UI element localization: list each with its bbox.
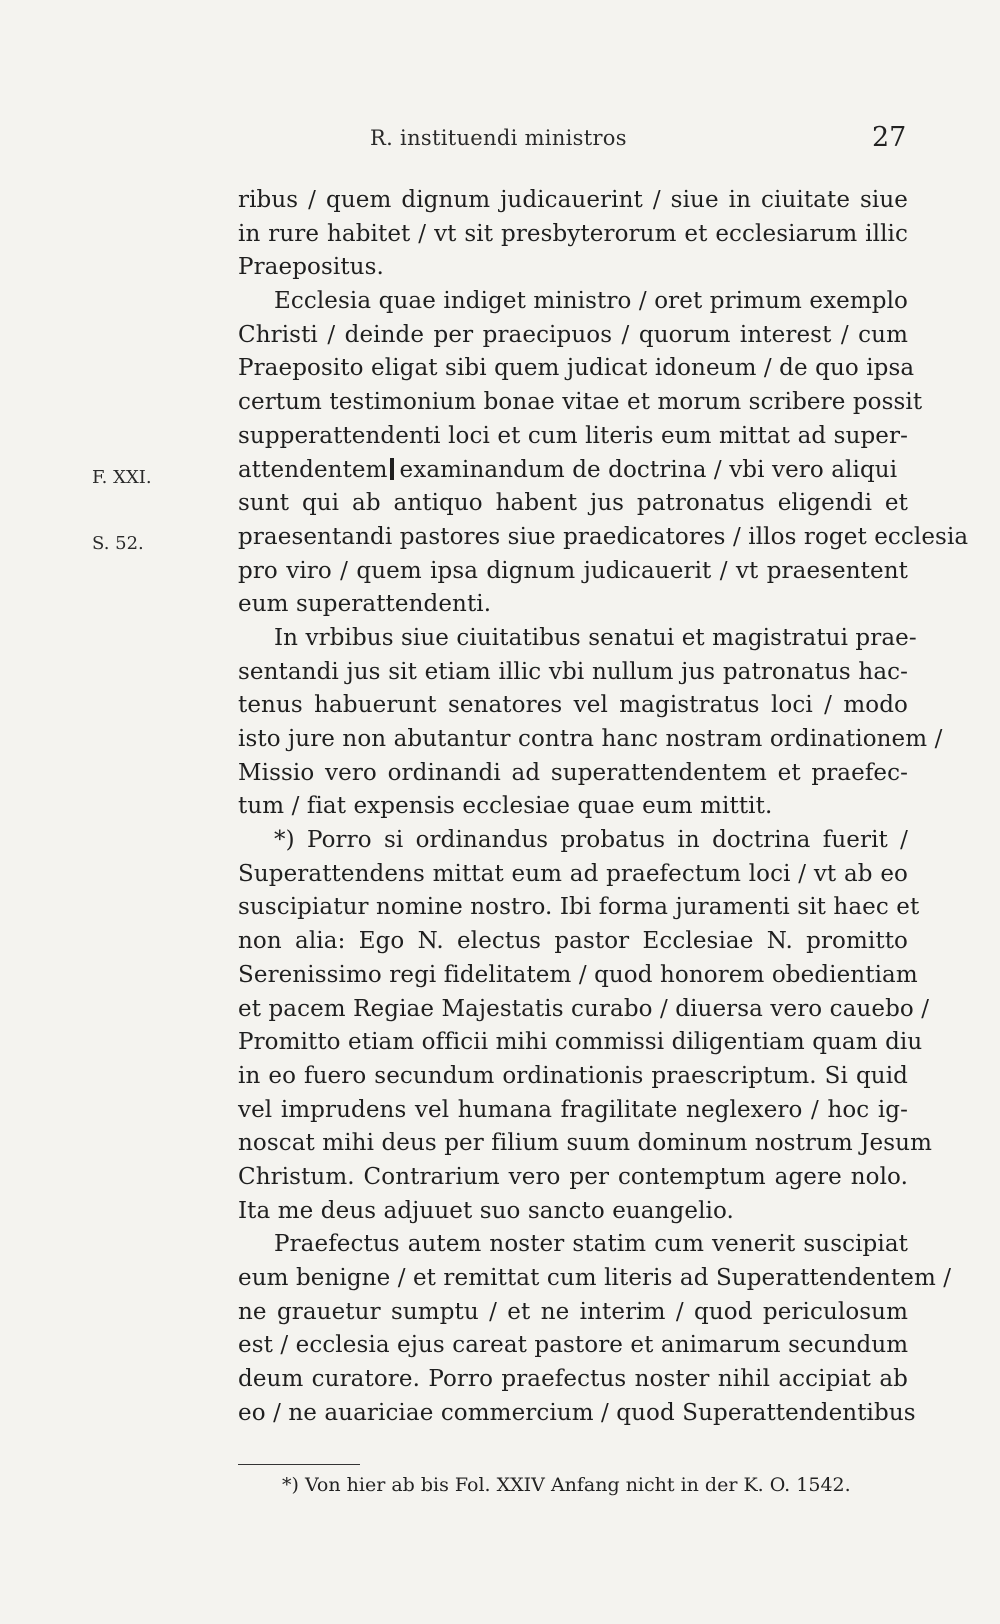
text-line: suscipiatur nomine nostro. Ibi forma juramenti sit haec et [238,894,920,921]
footnote-divider [238,1464,360,1465]
text-line: Superattendens mittat eum ad praefectum loci / vt ab eo [238,860,908,887]
text-line: in rure habitet / vt sit presbyterorum et ecclesiarum illic [238,220,908,247]
text-line-with-folio-mark [238,454,908,488]
text-fragment: examinandum de doctrina / vbi vero aliqui [399,456,898,483]
page-number: 27 [872,122,907,153]
text-line: tum / fiat expensis ecclesiae quae eum mittit. [238,793,773,820]
text-line: et pacem Regiae Majestatis curabo / diuersa vero cauebo / [238,995,930,1022]
text-line: tenus habuerunt senatores vel magistratus loci / modo [238,692,908,719]
text-line: Serenissimo regi fidelitatem / quod honorem obedientiam [238,961,918,988]
text-line: certum testimonium bonae vitae et morum scribere possit [238,389,923,416]
text-line: *) Porro si ordinandus probatus in doctrina fuerit / [274,827,908,854]
footnote: *) Von hier ab bis Fol. XXIV Anfang nicht in der K. O. 1542. [282,1474,851,1496]
margin-note-folio: F. XXI. [92,467,152,488]
text-line: Praepositus. [238,254,384,281]
text-line: Christum. Contrarium vero per contemptum agere nolo. [238,1163,908,1190]
text-line: ribus / quem dignum judicauerint / siue in ciuitate siue [238,187,908,213]
text-line: isto jure non abutantur contra hanc nostram ordinationem / [238,726,943,752]
text-line: Ita me deus adjuuet suo sancto euangelio. [238,1197,734,1224]
text-line: praesentandi pastores siue praedicatores / illos roget ecclesia [238,523,969,550]
text-fragment: attendentem [238,456,388,483]
text-line: in eo fuero secundum ordinationis praescriptum. Si quid [238,1062,908,1089]
text-line: deum curatore. Porro praefectus noster nihil accipiat ab [238,1366,908,1393]
text-line: sentandi jus sit etiam illic vbi nullum jus patronatus hac- [238,658,908,685]
text-line: In vrbibus siue ciuitatibus senatui et magistratui prae- [274,624,917,651]
text-line: non alia: Ego N. electus pastor Ecclesiae N. promitto [238,928,908,955]
text-line: ne grauetur sumptu / et ne interim / quod periculosum [238,1298,908,1325]
margin-note-page: S. 52. [92,533,144,554]
text-line: Praefectus autem noster statim cum venerit suscipiat [274,1231,908,1258]
text-line: vel imprudens vel humana fragilitate neglexero / hoc ig- [238,1096,908,1123]
text-line: supperattendenti loci et cum literis eum mittat ad super- [238,422,908,449]
text-line: eo / ne auariciae commercium / quod Superattendentibus [238,1399,916,1426]
text-line: eum superattendenti. [238,591,492,618]
text-line: Christi / deinde per praecipuos / quorum interest / cum [238,321,908,348]
body-text [238,184,969,1430]
folio-break-mark [390,458,394,480]
text-line: sunt qui ab antiquo habent jus patronatus eligendi et [238,490,908,517]
text-line: Promitto etiam officii mihi commissi diligentiam quam diu [238,1029,923,1056]
text-line: pro viro / quem ipsa dignum judicauerit / vt praesentent [238,557,908,584]
text-line: Ecclesia quae indiget ministro / oret primum exemplo [274,288,908,315]
text-line: est / ecclesia ejus careat pastore et animarum secundum [238,1332,909,1359]
running-head [0,122,1000,162]
text-line: noscat mihi deus per filium suum dominum nostrum Jesum [238,1130,932,1157]
text-line: eum benigne / et remittat cum literis ad Superattendentem / [238,1265,952,1291]
running-title: R. instituendi ministros [370,126,627,150]
text-line: Praeposito eligat sibi quem judicat idoneum / de quo ipsa [238,355,915,382]
text-line: Missio vero ordinandi ad superattendentem et praefec- [238,759,908,786]
